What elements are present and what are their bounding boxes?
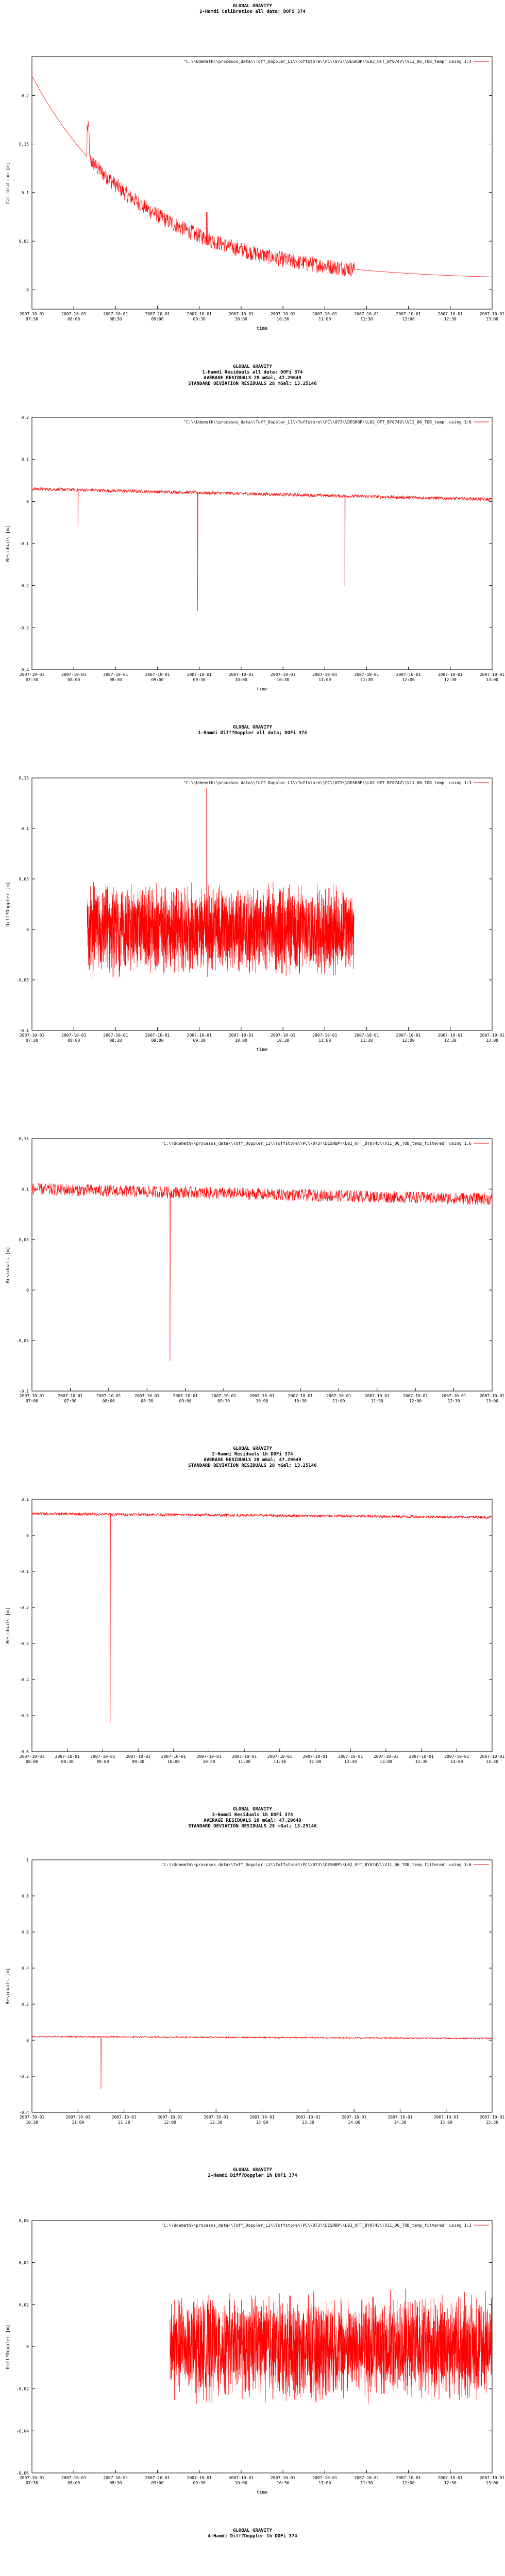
chart-title-line: GLOBAL GRAVITY bbox=[233, 2167, 272, 2173]
x-tick-label-time: 11:00 bbox=[72, 2120, 85, 2125]
y-axis-label: Calibration [m] bbox=[6, 162, 11, 204]
x-tick-label-time: 08:00 bbox=[68, 2481, 80, 2485]
x-tick-label-date: 2007-10-01 bbox=[403, 1394, 428, 1398]
x-tick-label-date: 2007-10-01 bbox=[58, 1394, 83, 1398]
x-tick-label-date: 2007-10-01 bbox=[19, 1394, 45, 1398]
y-axis-label: Residuals [m] bbox=[6, 1607, 11, 1644]
x-tick-label-date: 2007-10-01 bbox=[19, 2476, 45, 2480]
x-tick-label-date: 2007-10-01 bbox=[19, 2115, 45, 2120]
x-tick-label-time: 08:30 bbox=[109, 1038, 122, 1043]
y-tick-label: 0 bbox=[26, 1533, 29, 1538]
x-tick-label-date: 2007-10-01 bbox=[479, 1394, 505, 1398]
x-tick-label-date: 2007-10-01 bbox=[228, 672, 254, 677]
x-tick-label-date: 2007-10-01 bbox=[364, 1394, 390, 1398]
x-tick-label-date: 2007-10-01 bbox=[228, 1033, 254, 1038]
x-tick-label-time: 10:00 bbox=[234, 2481, 247, 2485]
y-tick-label: -0,02 bbox=[16, 2386, 29, 2392]
x-tick-label-date: 2007-10-01 bbox=[342, 2115, 367, 2120]
legend-entry: "C:\\Udemeth\\procesos_data\\Toff_Doppler_L1\\Toffstore\\PC\\073\\DESHBP\\L02_OFT_BY074V\\V11_06_TOB_temp" using 1:4 bbox=[183, 59, 472, 64]
chart-title-line: 1-Hamdi Diff?Doppler all data; DOFi 374 bbox=[198, 731, 307, 736]
x-tick-label-date: 2007-10-01 bbox=[396, 312, 421, 316]
x-tick-label-date: 2007-10-01 bbox=[187, 312, 212, 316]
x-tick-label-time: 13:00 bbox=[485, 1038, 499, 1043]
chart-panel-2 bbox=[0, 361, 505, 721]
x-tick-label-time: 10:30 bbox=[294, 1399, 307, 1403]
chart-panel-1 bbox=[0, 0, 505, 361]
chart-svg-7 bbox=[0, 2164, 505, 2524]
x-tick-label-date: 2007-10-01 bbox=[271, 312, 296, 316]
x-tick-label-date: 2007-10-01 bbox=[249, 2115, 275, 2120]
x-tick-label-time: 12:30 bbox=[447, 1399, 460, 1403]
y-tick-label: 0,4 bbox=[21, 1966, 29, 1971]
legend-entry: "C:\\Udemeth\\procesos_data\\Toff_Doppler_L1\\Toffstore\\PC\\073\\DESHBP\\L02_OFT_BY074V\\V11_06_TOB_temp_filtered" using 1:6 bbox=[161, 1862, 472, 1867]
x-tick-label-time: 12:00 bbox=[409, 1399, 422, 1403]
chart-title-line: GLOBAL GRAVITY bbox=[233, 1446, 272, 1451]
y-tick-label: -0,2 bbox=[19, 2074, 29, 2079]
x-tick-label-time: 09:00 bbox=[151, 2481, 164, 2485]
chart-title-line: AVERAGE RESIDUALS 28 mGal; 47.29649 bbox=[204, 1458, 301, 1463]
x-tick-label-time: 11:30 bbox=[360, 317, 373, 321]
x-tick-label-time: 12:00 bbox=[402, 2481, 415, 2485]
x-tick-label-time: 10:30 bbox=[277, 2481, 290, 2485]
y-tick-label: 0,1 bbox=[21, 457, 29, 462]
y-tick-label: 0,1 bbox=[21, 1497, 29, 1502]
x-tick-label-date: 2007-10-01 bbox=[196, 1754, 222, 1759]
y-tick-label: -0,3 bbox=[19, 1641, 29, 1646]
x-tick-label-date: 2007-10-01 bbox=[437, 672, 463, 677]
plot-frame bbox=[32, 57, 492, 309]
x-tick-label-time: 08:00 bbox=[68, 677, 80, 682]
plot-frame bbox=[32, 778, 492, 1030]
x-tick-label-date: 2007-10-01 bbox=[479, 672, 505, 677]
chart-title-line: STANDARD DEVIATION RESIDUALS 28 mGal; 13.25146 bbox=[188, 381, 317, 386]
y-axis-label: Diff?Doppler [m] bbox=[6, 882, 11, 927]
x-tick-label-date: 2007-10-01 bbox=[373, 1754, 399, 1759]
y-axis-label: Residuals [m] bbox=[6, 525, 11, 562]
x-tick-label-date: 2007-10-01 bbox=[111, 2115, 137, 2120]
x-tick-label-time: 11:30 bbox=[360, 2481, 373, 2485]
y-axis-label: Residuals [m] bbox=[6, 1246, 11, 1283]
x-tick-label-date: 2007-10-01 bbox=[444, 1754, 469, 1759]
x-tick-label-time: 12:30 bbox=[210, 2120, 223, 2125]
y-tick-label: 0 bbox=[26, 1288, 29, 1293]
x-tick-label-date: 2007-10-01 bbox=[267, 1754, 292, 1759]
x-tick-label-date: 2007-10-01 bbox=[479, 2115, 505, 2120]
chart-panel-5 bbox=[0, 1443, 505, 1803]
chart-title-line: 2-Hamdi Diff?Doppler 1h DOFi 374 bbox=[208, 2173, 297, 2178]
x-tick-label-time: 08:30 bbox=[141, 1399, 154, 1403]
x-tick-label-time: 15:30 bbox=[485, 2120, 499, 2125]
series-line bbox=[32, 76, 492, 277]
x-tick-label-time: 10:00 bbox=[256, 1399, 268, 1403]
chart-title-line: AVERAGE RESIDUALS 28 mGal; 47.29649 bbox=[204, 376, 301, 381]
y-tick-label: -0,3 bbox=[19, 625, 29, 631]
x-tick-label-date: 2007-10-01 bbox=[19, 1754, 45, 1759]
x-tick-label-time: 14:30 bbox=[394, 2120, 407, 2125]
legend-entry: "C:\\Udemeth\\procesos_data\\Toff_Doppler_L1\\Toffstore\\PC\\073\\DESHBP\\L02_OFT_BY074V\\V11_06_TOB_temp" using 1:6 bbox=[183, 420, 472, 425]
x-tick-label-date: 2007-10-01 bbox=[396, 1033, 421, 1038]
x-tick-label-time: 07:30 bbox=[25, 2481, 39, 2485]
x-tick-label-time: 12:00 bbox=[309, 1759, 322, 1764]
x-tick-label-time: 07:30 bbox=[25, 677, 39, 682]
x-tick-label-time: 13:00 bbox=[485, 677, 499, 682]
x-tick-label-time: 10:30 bbox=[277, 317, 290, 321]
x-tick-label-time: 09:00 bbox=[96, 1759, 109, 1764]
y-tick-label: -0,04 bbox=[16, 2429, 29, 2434]
x-tick-label-date: 2007-10-01 bbox=[228, 312, 254, 316]
chart-title-line: GLOBAL GRAVITY bbox=[233, 364, 272, 369]
x-tick-label-date: 2007-10-01 bbox=[204, 2115, 229, 2120]
legend-entry: "C:\\Udemeth\\procesos_data\\Toff_Doppler_L1\\Toffstore\\PC\\073\\DESHBP\\L02_OFT_BY074V\\V11_06_TOB_temp_filtered" using 1:6 bbox=[161, 1141, 472, 1146]
x-tick-label-time: 15:00 bbox=[440, 2120, 452, 2125]
x-tick-label-time: 09:30 bbox=[132, 1759, 145, 1764]
x-tick-label-date: 2007-10-01 bbox=[125, 1754, 151, 1759]
y-tick-label: 0,6 bbox=[21, 1930, 29, 1935]
x-tick-label-date: 2007-10-01 bbox=[437, 312, 463, 316]
x-tick-label-time: 07:30 bbox=[25, 1038, 39, 1043]
x-tick-label-time: 10:30 bbox=[277, 1038, 290, 1043]
x-tick-label-date: 2007-10-01 bbox=[326, 1394, 351, 1398]
x-tick-label-time: 12:00 bbox=[402, 1038, 415, 1043]
chart-panel-7 bbox=[0, 2164, 505, 2524]
x-tick-label-time: 12:00 bbox=[402, 677, 415, 682]
x-tick-label-date: 2007-10-01 bbox=[228, 2476, 254, 2480]
x-tick-label-date: 2007-10-01 bbox=[103, 672, 128, 677]
y-tick-label: -0,1 bbox=[19, 541, 29, 546]
x-tick-label-date: 2007-10-01 bbox=[134, 1394, 160, 1398]
y-tick-label: -0,2 bbox=[19, 1605, 29, 1610]
chart-title-line: GLOBAL GRAVITY bbox=[233, 1807, 272, 1812]
chart-title-line: STANDARD DEVIATION RESIDUALS 28 mGal; 13.25146 bbox=[188, 1463, 317, 1468]
x-tick-label-time: 13:00 bbox=[485, 2481, 499, 2485]
x-tick-label-time: 08:00 bbox=[68, 317, 80, 321]
x-tick-label-time: 10:00 bbox=[234, 1038, 247, 1043]
x-tick-label-date: 2007-10-01 bbox=[232, 1754, 257, 1759]
chart-title-line: 1-Hamdi Residuals all data; DOFi 374 bbox=[202, 370, 303, 375]
series-line bbox=[32, 2036, 492, 2089]
x-tick-label-date: 2007-10-01 bbox=[55, 1754, 80, 1759]
y-tick-label: 0,15 bbox=[19, 1137, 29, 1141]
y-tick-label: 0,1 bbox=[21, 190, 29, 195]
y-tick-label: 0,02 bbox=[19, 2302, 29, 2308]
x-tick-label-time: 12:30 bbox=[344, 1759, 357, 1764]
x-tick-label-date: 2007-10-01 bbox=[479, 1033, 505, 1038]
x-tick-label-time: 14:30 bbox=[485, 1759, 499, 1764]
chart-panel-6 bbox=[0, 1803, 505, 2164]
x-tick-label-time: 08:30 bbox=[109, 2481, 122, 2485]
x-tick-label-date: 2007-10-01 bbox=[145, 312, 170, 316]
x-tick-label-date: 2007-10-01 bbox=[338, 1754, 363, 1759]
x-tick-label-time: 11:30 bbox=[371, 1399, 383, 1403]
y-tick-label: -0,6 bbox=[19, 1750, 29, 1754]
x-tick-label-time: 11:30 bbox=[117, 2120, 130, 2125]
x-tick-label-time: 11:30 bbox=[360, 1038, 373, 1043]
x-tick-label-date: 2007-10-01 bbox=[354, 1033, 379, 1038]
y-tick-label: 0,2 bbox=[21, 2002, 29, 2007]
x-tick-label-date: 2007-10-01 bbox=[312, 312, 338, 316]
x-axis-label: time bbox=[256, 2490, 268, 2495]
y-tick-label: 0,15 bbox=[19, 142, 29, 147]
x-tick-label-date: 2007-10-01 bbox=[187, 672, 212, 677]
y-tick-label: 0,15 bbox=[19, 776, 29, 781]
y-tick-label: 0,1 bbox=[21, 1187, 29, 1192]
y-tick-label: -0,4 bbox=[19, 1677, 29, 1682]
x-tick-label-time: 10:30 bbox=[25, 2120, 39, 2125]
x-tick-label-time: 10:00 bbox=[234, 677, 247, 682]
x-tick-label-time: 13:30 bbox=[415, 1759, 428, 1764]
x-tick-label-date: 2007-10-01 bbox=[19, 672, 45, 677]
y-tick-label: 0 bbox=[26, 2345, 29, 2349]
x-tick-label-date: 2007-10-01 bbox=[61, 2476, 87, 2480]
y-tick-label: 0,04 bbox=[19, 2260, 29, 2265]
x-tick-label-date: 2007-10-01 bbox=[302, 1754, 328, 1759]
x-tick-label-date: 2007-10-01 bbox=[271, 2476, 296, 2480]
chart-title-line: 1-Hamdi Calibration all data; DOFi 374 bbox=[199, 9, 306, 14]
x-tick-label-date: 2007-10-01 bbox=[61, 312, 87, 316]
x-tick-label-date: 2007-10-01 bbox=[145, 1033, 170, 1038]
x-tick-label-date: 2007-10-01 bbox=[19, 312, 45, 316]
x-tick-label-date: 2007-10-01 bbox=[19, 1033, 45, 1038]
x-tick-label-date: 2007-10-01 bbox=[271, 1033, 296, 1038]
chart-title-line: AVERAGE RESIDUALS 28 mGal; 47.29649 bbox=[204, 1818, 301, 1823]
x-tick-label-date: 2007-10-01 bbox=[161, 1754, 186, 1759]
y-tick-label: -0,05 bbox=[16, 1338, 29, 1343]
x-tick-label-time: 09:00 bbox=[179, 1399, 192, 1403]
series-line bbox=[87, 788, 354, 978]
plot-frame bbox=[32, 1139, 492, 1391]
x-tick-label-time: 12:30 bbox=[444, 1038, 457, 1043]
chart-title-line: GLOBAL GRAVITY bbox=[233, 725, 272, 730]
x-tick-label-time: 12:30 bbox=[444, 317, 457, 321]
x-tick-label-date: 2007-10-01 bbox=[103, 1033, 128, 1038]
y-tick-label: 0,1 bbox=[21, 826, 29, 831]
x-tick-label-date: 2007-10-01 bbox=[433, 2115, 459, 2120]
x-tick-label-time: 09:00 bbox=[151, 677, 164, 682]
x-tick-label-date: 2007-10-01 bbox=[312, 672, 338, 677]
chart-svg-2 bbox=[0, 361, 505, 721]
x-tick-label-time: 08:00 bbox=[25, 1759, 39, 1764]
x-tick-label-date: 2007-10-01 bbox=[211, 1394, 237, 1398]
x-tick-label-time: 10:30 bbox=[277, 677, 290, 682]
x-tick-label-time: 09:30 bbox=[217, 1399, 230, 1403]
x-tick-label-time: 09:30 bbox=[193, 2481, 206, 2485]
x-tick-label-date: 2007-10-01 bbox=[157, 2115, 182, 2120]
x-tick-label-time: 09:30 bbox=[193, 1038, 206, 1043]
y-tick-label: 0,06 bbox=[19, 2218, 29, 2223]
x-tick-label-time: 13:00 bbox=[485, 317, 499, 321]
x-axis-label: time bbox=[256, 1047, 268, 1053]
y-tick-label: 0 bbox=[26, 287, 29, 293]
y-tick-label: -0,1 bbox=[19, 1569, 29, 1574]
x-tick-label-time: 08:00 bbox=[102, 1399, 115, 1403]
x-axis-label: time bbox=[256, 687, 268, 692]
chart-title-line: GLOBAL GRAVITY bbox=[233, 2528, 272, 2533]
x-tick-label-time: 07:30 bbox=[25, 317, 39, 321]
x-tick-label-date: 2007-10-01 bbox=[396, 672, 421, 677]
x-tick-label-time: 10:30 bbox=[203, 1759, 215, 1764]
chart-title-line: 2-Hamdi Residuals 1h DOFi 374 bbox=[212, 1452, 293, 1457]
x-tick-label-date: 2007-10-01 bbox=[312, 1033, 338, 1038]
x-tick-label-date: 2007-10-01 bbox=[354, 312, 379, 316]
y-axis-label: Diff?Doppler [m] bbox=[6, 2324, 11, 2369]
y-tick-label: 0,2 bbox=[21, 93, 29, 98]
series-line bbox=[32, 487, 492, 611]
chart-panel-3 bbox=[0, 721, 505, 1082]
x-tick-label-time: 08:00 bbox=[68, 1038, 80, 1043]
x-tick-label-time: 11:30 bbox=[273, 1759, 286, 1764]
plot-frame bbox=[32, 1499, 492, 1752]
x-tick-label-date: 2007-10-01 bbox=[437, 2476, 463, 2480]
legend-entry: "C:\\Udemeth\\procesos_data\\Toff_Doppler_L1\\Toffstore\\PC\\073\\DESHBP\\L02_OFT_BY074V\\V11_06_TOB_temp" using 1:3 bbox=[183, 781, 472, 785]
x-tick-label-date: 2007-10-01 bbox=[441, 1394, 466, 1398]
x-axis-label: time bbox=[256, 326, 268, 331]
x-tick-label-time: 11:30 bbox=[360, 677, 373, 682]
chart-svg-8 bbox=[0, 2524, 505, 2576]
chart-svg-5 bbox=[0, 1443, 505, 1803]
x-tick-label-time: 14:00 bbox=[450, 1759, 463, 1764]
x-tick-label-time: 10:00 bbox=[167, 1759, 180, 1764]
y-tick-label: 1 bbox=[26, 1858, 29, 1862]
y-tick-label: 0 bbox=[26, 2038, 29, 2043]
x-tick-label-time: 14:00 bbox=[348, 2120, 361, 2125]
y-tick-label: -0,1 bbox=[19, 1028, 29, 1033]
y-tick-label: -0,4 bbox=[19, 2110, 29, 2115]
y-tick-label: -0,4 bbox=[19, 668, 29, 672]
x-tick-label-time: 12:00 bbox=[402, 317, 415, 321]
x-tick-label-time: 11:00 bbox=[238, 1759, 251, 1764]
x-tick-label-date: 2007-10-01 bbox=[437, 1033, 463, 1038]
x-tick-label-date: 2007-10-01 bbox=[103, 312, 128, 316]
y-tick-label: 0,05 bbox=[19, 239, 29, 244]
x-tick-label-time: 11:00 bbox=[318, 2481, 331, 2485]
chart-svg-3 bbox=[0, 721, 505, 1082]
x-tick-label-date: 2007-10-01 bbox=[173, 1394, 198, 1398]
series-line bbox=[32, 1512, 492, 1723]
x-tick-label-time: 09:00 bbox=[151, 317, 164, 321]
x-tick-label-date: 2007-10-01 bbox=[312, 2476, 338, 2480]
y-tick-label: 0,05 bbox=[19, 1238, 29, 1242]
y-tick-label: -0,2 bbox=[19, 583, 29, 588]
x-tick-label-time: 09:30 bbox=[193, 317, 206, 321]
x-tick-label-time: 11:00 bbox=[318, 677, 331, 682]
y-tick-label: -0,06 bbox=[16, 2471, 29, 2476]
x-tick-label-time: 07:00 bbox=[25, 1399, 39, 1403]
x-tick-label-time: 11:00 bbox=[318, 1038, 331, 1043]
x-tick-label-date: 2007-10-01 bbox=[145, 672, 170, 677]
series-line bbox=[170, 2289, 492, 2404]
x-tick-label-time: 12:30 bbox=[444, 2481, 457, 2485]
y-tick-label: 0,8 bbox=[21, 1894, 29, 1899]
chart-svg-6 bbox=[0, 1803, 505, 2164]
x-tick-label-time: 07:30 bbox=[64, 1399, 77, 1403]
x-tick-label-date: 2007-10-01 bbox=[288, 1394, 313, 1398]
x-tick-label-date: 2007-10-01 bbox=[249, 1394, 275, 1398]
x-tick-label-date: 2007-10-01 bbox=[409, 1754, 434, 1759]
x-tick-label-time: 12:30 bbox=[444, 677, 457, 682]
x-tick-label-time: 10:00 bbox=[234, 317, 247, 321]
x-tick-label-time: 12:00 bbox=[163, 2120, 176, 2125]
x-tick-label-time: 09:00 bbox=[151, 1038, 164, 1043]
x-tick-label-time: 08:30 bbox=[109, 677, 122, 682]
x-tick-label-date: 2007-10-01 bbox=[479, 1754, 505, 1759]
x-tick-label-time: 11:00 bbox=[332, 1399, 345, 1403]
x-tick-label-date: 2007-10-01 bbox=[90, 1754, 115, 1759]
x-tick-label-date: 2007-10-01 bbox=[187, 2476, 212, 2480]
x-tick-label-date: 2007-10-01 bbox=[396, 2476, 421, 2480]
x-tick-label-date: 2007-10-01 bbox=[388, 2115, 413, 2120]
legend-entry: "C:\\Udemeth\\procesos_data\\Toff_Doppler_L1\\Toffstore\\PC\\073\\DESHBP\\L02_OFT_BY074V\\V11_06_TOB_temp_filtered" using 1:3 bbox=[161, 2223, 472, 2228]
x-tick-label-time: 11:00 bbox=[318, 317, 331, 321]
y-axis-label: Residuals [m] bbox=[6, 1968, 11, 2005]
chart-panel-8 bbox=[0, 2524, 505, 2576]
y-tick-label: -0,05 bbox=[16, 978, 29, 982]
y-tick-label: -0,1 bbox=[19, 1389, 29, 1394]
y-tick-label: 0 bbox=[26, 927, 29, 932]
chart-panel-4 bbox=[0, 1082, 505, 1443]
x-tick-label-date: 2007-10-01 bbox=[187, 1033, 212, 1038]
x-tick-label-time: 13:00 bbox=[256, 2120, 268, 2125]
x-tick-label-time: 09:30 bbox=[193, 677, 206, 682]
x-tick-label-time: 08:30 bbox=[109, 317, 122, 321]
x-tick-label-date: 2007-10-01 bbox=[479, 312, 505, 316]
x-tick-label-date: 2007-10-01 bbox=[65, 2115, 91, 2120]
chart-title-line: 4-Hamdi Diff?Doppler 1h DOFi 374 bbox=[208, 2534, 297, 2539]
x-tick-label-date: 2007-10-01 bbox=[145, 2476, 170, 2480]
y-tick-label: -0,5 bbox=[19, 1714, 29, 1718]
chart-svg-4 bbox=[0, 1082, 505, 1443]
x-tick-label-date: 2007-10-01 bbox=[96, 1394, 121, 1398]
x-tick-label-time: 13:00 bbox=[485, 1399, 499, 1403]
y-tick-label: 0 bbox=[26, 499, 29, 504]
x-tick-label-time: 13:00 bbox=[379, 1759, 392, 1764]
x-tick-label-date: 2007-10-01 bbox=[354, 2476, 379, 2480]
x-tick-label-date: 2007-10-01 bbox=[61, 1033, 87, 1038]
chart-title-line: STANDARD DEVIATION RESIDUALS 28 mGal; 13.25146 bbox=[188, 1824, 317, 1829]
y-tick-label: 0,2 bbox=[21, 415, 29, 420]
y-tick-label: 0,05 bbox=[19, 877, 29, 882]
x-tick-label-date: 2007-10-01 bbox=[354, 672, 379, 677]
chart-title-line: GLOBAL GRAVITY bbox=[233, 4, 272, 9]
chart-title-line: 3-Hamdi Residuals 1h DOFi 374 bbox=[212, 1812, 293, 1818]
chart-svg-1 bbox=[0, 0, 505, 361]
plot-frame bbox=[32, 417, 492, 670]
x-tick-label-time: 08:30 bbox=[61, 1759, 74, 1764]
x-tick-label-date: 2007-10-01 bbox=[271, 672, 296, 677]
x-tick-label-date: 2007-10-01 bbox=[479, 2476, 505, 2480]
series-line bbox=[32, 1183, 492, 1361]
x-tick-label-date: 2007-10-01 bbox=[295, 2115, 321, 2120]
x-tick-label-date: 2007-10-01 bbox=[103, 2476, 128, 2480]
x-tick-label-date: 2007-10-01 bbox=[61, 672, 87, 677]
x-tick-label-time: 13:30 bbox=[301, 2120, 314, 2125]
